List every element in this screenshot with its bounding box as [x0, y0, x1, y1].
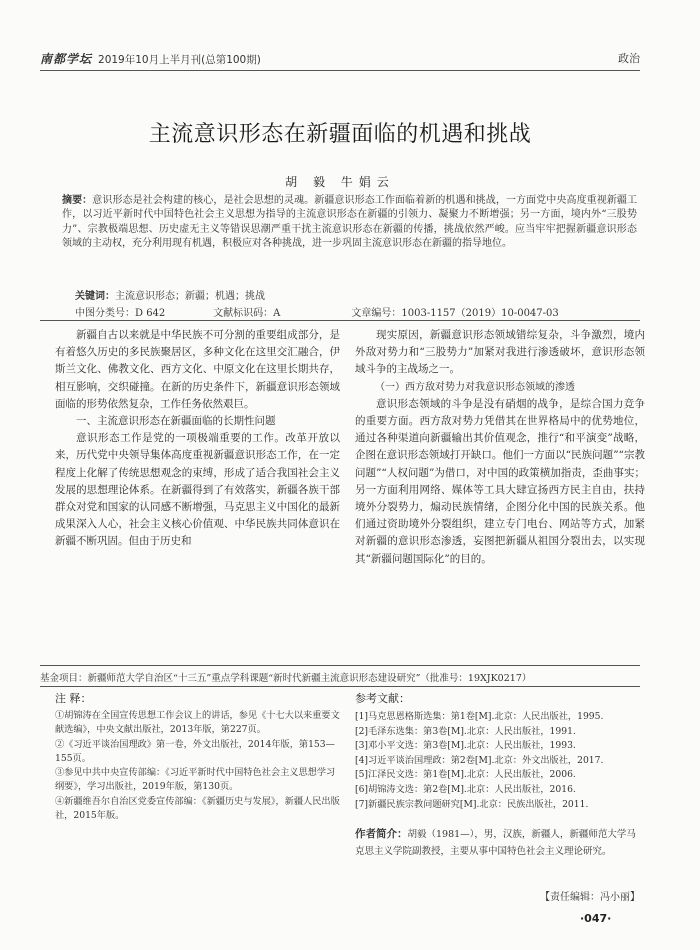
note-item: ②《习近平谈治国理政》第一卷，外文出版社，2014年版，第153—155页。: [55, 738, 335, 764]
abstract-text: 意识形态是社会构建的核心，是社会思想的灵魂。新疆意识形态工作面临着新的机遇和挑战，一方面党中央高度重视新疆工作，以习近平新时代中国特色社会主义思想为指导的主流意识形态在新疆的引领力、凝聚力不断增强；另一方面，境内外“三股势力”、宗教极端思想、历史虚无主义等错误思潮严重干扰主流意识形态在新疆的传播，挑战依然严峻。应当牢牢把握新疆意识形态领域的主动权，充分利用现有机遇，积极应对各种挑战，进一步巩固主流意识形态在新疆的指导地位。: [62, 195, 638, 249]
reference-item: [3]邓小平文选：第3卷[M].北京：人民出版社，1993.: [355, 740, 576, 752]
page-number: ·047·: [580, 912, 612, 925]
clc-code: 中图分类号：D 642: [75, 308, 166, 319]
running-header: [40, 50, 640, 68]
section-heading: 一、主流意识形态在新疆面临的长期性问题: [76, 415, 276, 428]
doc-code: 文献标识码：A: [213, 308, 281, 319]
body-paragraph: 意识形态工作是党的一项极端重要的工作。改革开放以来，历代党中央领导集体高度重视新疆意识形态工作，在一定程度上化解了传统思想观念的束缚，形成了适合我国社会主义发展的思想理论体系。在新疆得到了有效落实，新疆各族干部群众对党和国家的认同感不断增强，马克思主义中国化的最新成果深入人心，社会主义核心价值观、中华民族共同体意识在新疆不断巩固。但由于历史和: [55, 432, 340, 548]
abstract-rule: [40, 320, 640, 321]
reference-item: [2]毛泽东选集：第3卷[M].北京：人民出版社，1991.: [355, 725, 576, 737]
reference-item: [6]胡锦涛文选：第2卷[M].北京：人民出版社，2016.: [355, 783, 576, 795]
notes-title: 注 释：: [55, 692, 92, 705]
keywords: [75, 287, 635, 302]
reference-item: [5]江泽民文选：第1卷[M].北京：人民出版社，2006.: [355, 769, 576, 781]
references-title: 参考文献：: [355, 692, 410, 705]
body-paragraph: 现实原因，新疆意识形态领域错综复杂，斗争激烈，境内外敌对势力和“三股势力”加紧对我进行渗透破坏，意识形态领域斗争的主战场之一。: [355, 329, 645, 376]
bio-text: 胡毅（1981—），男，汉族，新疆人，新疆师范大学马克思主义学院副教授，主要从事中国特色社会主义理论研究。: [355, 829, 636, 857]
article-title: 主流意识形态在新疆面临的机遇和挑战: [148, 122, 532, 147]
responsible-editor: 【责任编辑：冯小丽】: [540, 892, 640, 903]
subsection-heading: （一）西方敌对势力对我意识形态领域的渗透: [375, 381, 575, 393]
references-list: [355, 710, 645, 812]
classification-codes: [75, 304, 635, 319]
reference-item: [7]新疆民族宗教问题研究[M].北京：民族出版社，2011.: [355, 798, 589, 810]
note-item: ③参见中共中央宣传部编：《习近平新时代中国特色社会主义思想学习纲要》，学习出版社，2019年版，第130页。: [55, 767, 336, 793]
note-item: ①胡锦涛在全国宣传思想工作会议上的讲话，参见《十七大以来重要文献选编》，中央文献出版社，2013年版，第227页。: [55, 710, 340, 736]
body-column-right: [355, 327, 645, 568]
abstract: [62, 194, 637, 251]
keywords-text: 主流意识形态；新疆；机遇；挑战: [115, 291, 265, 302]
reference-item: [4]习近平谈治国理政：第2卷[M].北京：外文出版社，2017.: [355, 754, 604, 766]
article-authors: 胡 毅 牛娟云: [285, 175, 395, 189]
author-bio: [355, 826, 645, 860]
fund-note: 基金项目：新疆师范大学自治区“十三五”重点学科课题“新时代新疆主流意识形态建设研究”（批准号：19XJK0217）: [40, 673, 532, 684]
note-item: ④新疆维吾尔自治区党委宣传部编：《新疆历史与发展》，新疆人民出版社，2015年版。: [55, 795, 340, 822]
fund-rule: [40, 665, 640, 666]
body-paragraph: 意识形态领域的斗争是没有硝烟的战争，是综合国力竞争的重要方面。西方敌对势力凭借其在世界格局中的优势地位，通过各种渠道向新疆输出其价值观念，推行“和平演变”战略，企图在意识形态领域打开缺口。他们一方面以“民族问题”“宗教问题”“人权问题”为借口，对中国的政策横加指责，歪曲事实；另一方面利用网络、媒体等工具大肆宣扬西方民主自由，扶持境外分裂势力，煽动民族情绪，企图分化中国的民族关系。他们通过资助境外分裂组织，建立专门电台、网站等方式，加紧对新疆的意识形态渗透，妄图把新疆从祖国分裂出去，以实现其“新疆问题国际化”的目的。: [355, 397, 645, 565]
section-label: 政治: [618, 52, 640, 65]
issue-info: 2019年10月上半月刊(总第100期): [98, 54, 261, 66]
article-number: 文章编号：1003-1157（2019）10-0047-03: [351, 308, 559, 319]
header-rule: [40, 70, 640, 71]
keywords-label: 关键词：: [75, 291, 115, 302]
bio-label: 作者简介：: [355, 828, 408, 840]
body-paragraph: 新疆自古以来就是中华民族不可分割的重要组成部分，是有着悠久历史的多民族聚居区，多种文化在这里交汇融合，伊斯兰文化、佛教文化、西方文化、中原文化在这里长期共存，相互影响，交织碰撞。在新的历史条件下，新疆意识形态领域面临的形势依然复杂，工作任务依然艰巨。: [55, 329, 340, 410]
journal-name: 南都学坛: [40, 52, 93, 66]
abstract-label: 摘要：: [62, 195, 93, 206]
body-column-left: [55, 327, 340, 551]
notes-list: [55, 709, 340, 823]
notes-rule: [40, 686, 640, 687]
reference-item: [1]马克思恩格斯选集：第1卷[M].北京：人民出版社，1995.: [355, 711, 604, 722]
